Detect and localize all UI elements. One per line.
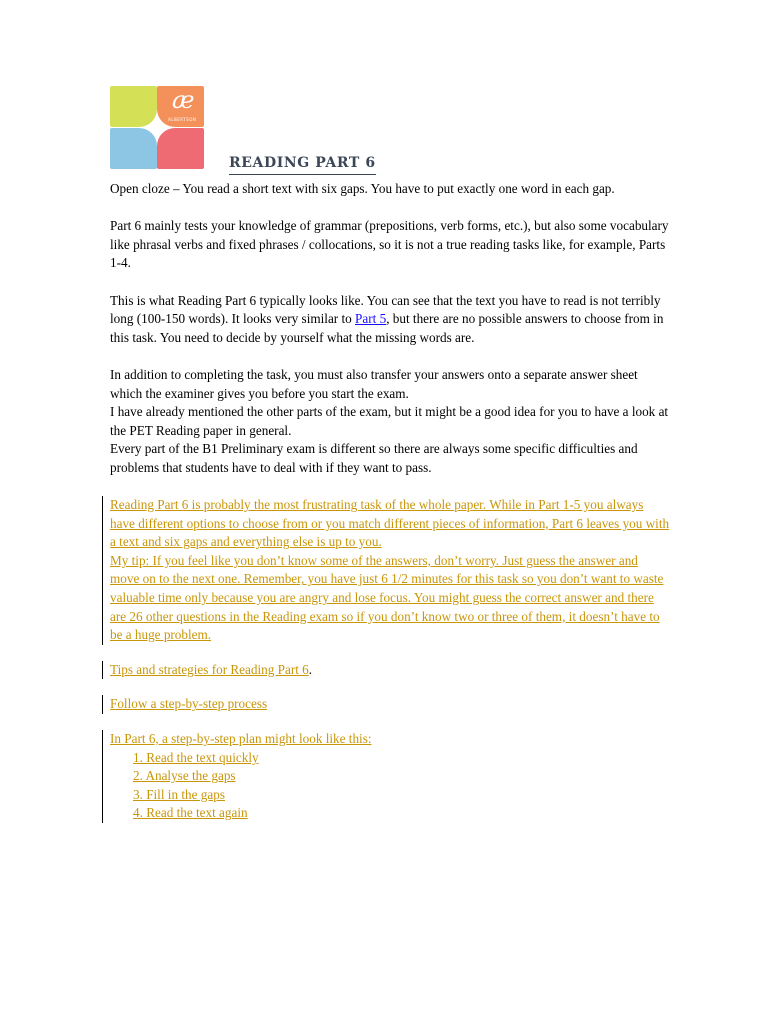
highlight-tip: My tip: If you feel like you don’t know some of the answers, don’t worry. Just guess the answer and move on to the next one. Remember, you have just 6 1/2 minutes for this task so you don’t want to waste valuable time only because you are angry and lose focus. You might guess the correct answer and there are 26 other questions in the Reading exam so if you don’t know two or three of them, it doesn’t have to be a huge problem. (110, 552, 664, 643)
list-item: 3. Fill in the gaps (133, 786, 225, 802)
logo-tile-green (110, 86, 157, 127)
paragraph-answer-sheet: In addition to completing the task, you must also transfer your answers onto a separate answer sheet which the examiner gives you before you start the exam. (110, 366, 638, 401)
paragraph-other-parts: I have already mentioned the other parts of the exam, but it might be a good idea for you to have a look at the PET Reading paper in general. (110, 404, 669, 438)
highlight-block-main (110, 496, 670, 645)
paragraph-grammar: Part 6 mainly tests your knowledge of grammar (prepositions, verb forms, etc.), but also some vocabulary like phrasal verbs and fixed phrases / collocations, so it is not a true reading tasks like, for example, Parts 1-4. (110, 218, 669, 271)
highlight-block-tips (110, 661, 670, 680)
logo-tile-red (157, 128, 204, 169)
tips-heading (110, 661, 670, 680)
logo (110, 86, 206, 170)
follow-process: Follow a step-by-step process (110, 696, 268, 712)
tips-heading-dot: . (308, 661, 313, 677)
plan-intro: In Part 6, a step-by-step plan might look like this: (110, 731, 372, 747)
paragraph-difficulties: Every part of the B1 Preliminary exam is different so there are always some specific difficulties and problems that students have to deal with if they want to pass. (110, 441, 638, 475)
highlight-block-follow (110, 695, 670, 714)
steps-list (110, 749, 670, 823)
logo-tile-blue (110, 128, 157, 169)
part5-link[interactable]: Part 5 (355, 311, 387, 327)
paragraph-typical (110, 292, 670, 348)
list-item: 2. Analyse the gaps (133, 768, 236, 784)
highlight-block-plan (110, 730, 670, 823)
highlight-frustrating: Reading Part 6 is probably the most frustrating task of the whole paper. While in Part 1-5 you always have different options to choose from or you match different pieces of information, Part 6 leaves you with a text and six gaps and everything else is up to you. (110, 497, 670, 550)
list-item: 1. Read the text quickly (133, 749, 259, 765)
document-body (110, 180, 670, 823)
page-title: READING PART 6 (229, 155, 376, 175)
paragraph-typical-a: This is what Reading Part 6 typically looks like. You can see that the text you have to read is not terribly long (100-150 words). It looks very similar to (110, 292, 661, 327)
paragraph-intro: Open cloze – You read a short text with six gaps. You have to put exactly one word in each gap. (110, 181, 615, 196)
tips-heading-text: Tips and strategies for Reading Part 6 (110, 661, 309, 677)
logo-mark: æ (172, 86, 195, 114)
paragraph-typical-b: , but there are no possible answers to choose from in this task. You need to decide by yourself what the missing words are. (110, 311, 664, 345)
logo-caption: ALBERTSON (168, 117, 197, 122)
list-item: 4. Read the text again (133, 805, 248, 821)
